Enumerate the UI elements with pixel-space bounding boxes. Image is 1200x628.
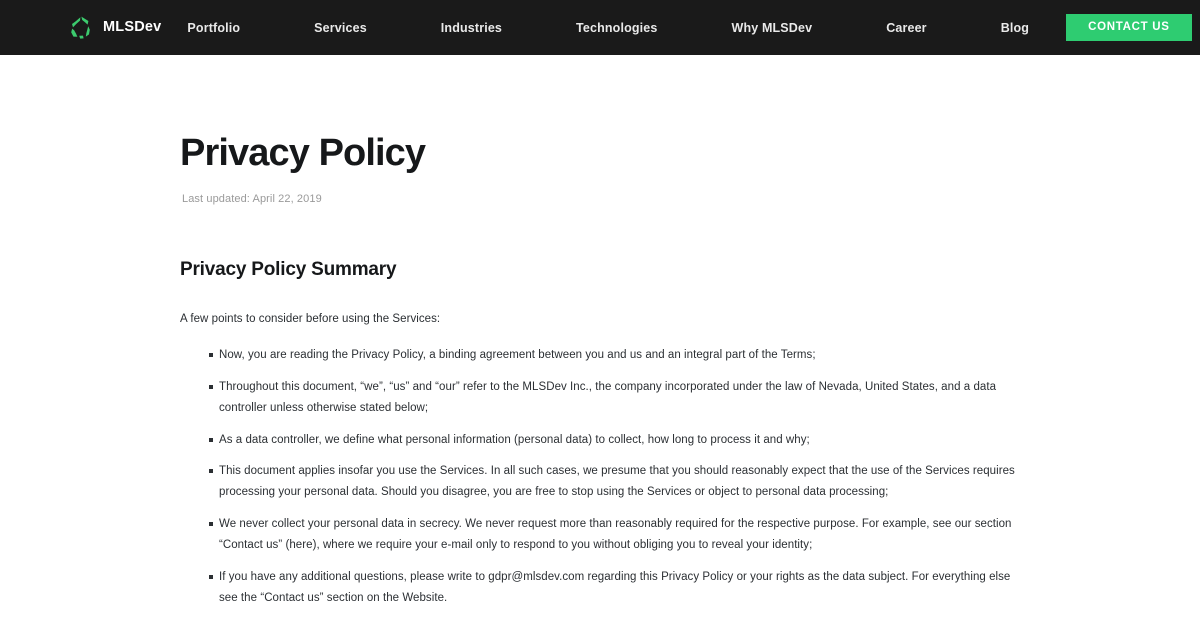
- page-content: [0, 55, 1200, 609]
- page-title: Privacy Policy: [180, 132, 426, 174]
- nav-item-career[interactable]: Career: [886, 20, 927, 35]
- brand-name: MLSDev: [103, 19, 162, 36]
- list-item: This document applies insofar you use the Services. In all such cases, we presume that you should reasonably expect that the use of the Services requires processing your personal data. Should you disagree, you are free to stop using the Services or object to personal data processing;: [180, 461, 1020, 503]
- nav-item-portfolio[interactable]: Portfolio: [187, 20, 241, 35]
- summary-bullet-list: [180, 345, 1020, 609]
- nav-item-technologies[interactable]: Technologies: [576, 20, 658, 35]
- brand-logo-link[interactable]: [68, 15, 161, 41]
- section-lead-text: A few points to consider before using the Services:: [180, 312, 441, 325]
- list-item: If you have any additional questions, please write to gdpr@mlsdev.com regarding this Privacy Policy or your rights as the data subject. For everything else see the “Contact us” section on the Website.: [180, 567, 1020, 609]
- list-item: As a data controller, we define what personal information (personal data) to collect, how long to process it and why;: [180, 430, 1020, 451]
- mlsdev-logo-icon: [68, 15, 94, 41]
- site-header: [0, 0, 1200, 55]
- contact-us-button[interactable]: CONTACT US: [1066, 14, 1192, 41]
- privacy-policy-summary-section: [180, 259, 1200, 609]
- list-item: We never collect your personal data in secrecy. We never request more than reasonably required for the respective purpose. For example, see our section “Contact us” (here), where we require your e-mail only to respond to you without obliging you to reveal your identity;: [180, 514, 1020, 556]
- nav-item-services[interactable]: Services: [314, 20, 367, 35]
- list-item: Throughout this document, “we”, “us” and “our” refer to the MLSDev Inc., the company incorporated under the law of Nevada, United States, and a data controller unless otherwise stated below;: [180, 377, 1020, 419]
- main-navigation: [187, 13, 1066, 43]
- section-title: Privacy Policy Summary: [180, 258, 397, 280]
- nav-item-blog[interactable]: Blog: [1000, 20, 1030, 35]
- nav-item-why-mlsdev[interactable]: Why MLSDev: [731, 20, 813, 35]
- list-item: Now, you are reading the Privacy Policy, a binding agreement between you and us and an integral part of the Terms;: [180, 345, 1020, 366]
- nav-item-industries[interactable]: Industries: [440, 20, 503, 35]
- last-updated-text: Last updated: April 22, 2019: [182, 192, 322, 205]
